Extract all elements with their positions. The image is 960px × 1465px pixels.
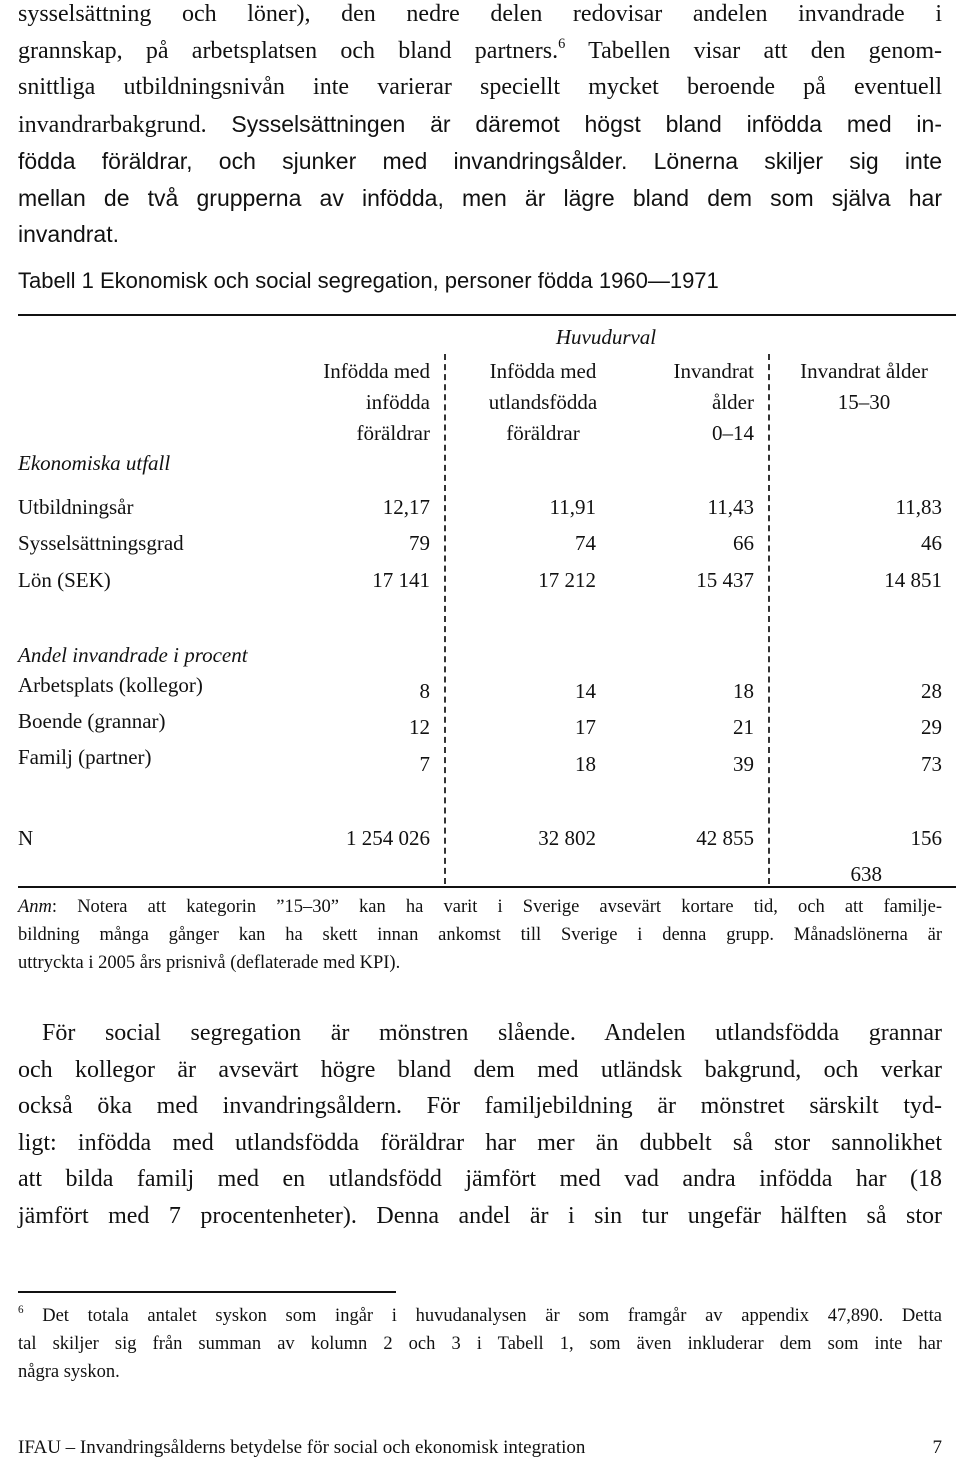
- row-label: Arbetsplats (kollegor): [18, 673, 203, 697]
- column-header: Infödda med infödda föräldrar: [323, 359, 430, 445]
- table-note: [18, 893, 942, 977]
- footnote-rule: [18, 1291, 396, 1293]
- body-line: jämfört med 7 procentenheter). Denna andel är i sin tur ungefär hälften så stor: [18, 1202, 942, 1229]
- column-divider: [444, 354, 446, 884]
- note-line: uttryckta i 2005 års prisnivå (deflaterade med KPI).: [18, 953, 401, 973]
- page-number: 7: [932, 1437, 942, 1458]
- data-table: [18, 314, 956, 892]
- table-cell: 12,17: [382, 495, 430, 519]
- table-cell: 32 802: [538, 826, 596, 850]
- intro-line: invandrarbakgrund. Sysselsättningen är däremot högst bland infödda med in-: [18, 110, 942, 138]
- table-cell: 79: [409, 531, 430, 555]
- row-label: Lön (SEK): [18, 568, 111, 592]
- table-top-rule: [18, 314, 956, 316]
- column-header: Invandrat ålder 0–14: [673, 359, 754, 445]
- column-header: Invandrat ålder 15–30: [800, 359, 928, 414]
- table-cell: 42 855: [696, 826, 754, 850]
- body-line: att bilda familj med en utlandsfödd jämfört med vad andra infödda har (18: [18, 1166, 942, 1192]
- row-label: Utbildningsår: [18, 495, 134, 519]
- intro-paragraph: [18, 0, 942, 253]
- table-cell: 46: [921, 531, 942, 555]
- row-label: Sysselsättningsgrad: [18, 531, 184, 555]
- page-footer-title: IFAU – Invandringsålderns betydelse för social och ekonomisk integration: [18, 1437, 586, 1458]
- footnote-line: några syskon.: [18, 1362, 120, 1382]
- table-cell: 11,91: [549, 495, 596, 519]
- note-line: bildning många gånger kan ha skett innan ankomst till Sverige i denna grupp. Månadslönerna är: [18, 925, 942, 945]
- table-cell: 17 141: [372, 568, 430, 592]
- table-cell: 12: [409, 715, 430, 739]
- footnote-line: tal skiljer sig från summan av kolumn 2 och 3 i Tabell 1, som även inkluderar dem som inte har: [18, 1334, 942, 1354]
- column-header: Infödda med utlandsfödda föräldrar: [488, 359, 598, 445]
- intro-line: födda föräldrar, och sjunker med invandringsålder. Lönerna skiljer sig inte: [18, 148, 942, 174]
- table-cell: 14 851: [884, 568, 942, 592]
- table-cell: 11,43: [707, 495, 754, 519]
- table-cell: 15 437: [696, 568, 754, 592]
- table-cell: 11,83: [895, 495, 942, 519]
- table-cell: 18: [733, 679, 754, 703]
- intro-line: invandrat.: [18, 221, 120, 247]
- body-line: För social segregation är mönstren slående. Andelen utlandsfödda grannar: [18, 1020, 942, 1046]
- intro-line: sysselsättning och löner), den nedre delen redovisar andelen invandrade i: [18, 1, 942, 27]
- table-cell: 14: [575, 679, 596, 703]
- table-cell: 29: [921, 715, 942, 739]
- body-line: och kollegor är avsevärt högre bland dem med utländsk bakgrund, och verkar: [18, 1056, 942, 1083]
- table-cell: 8: [419, 679, 430, 703]
- footnote: [18, 1302, 942, 1386]
- table-cell: 66: [733, 531, 754, 555]
- table-cell: 7: [419, 752, 430, 776]
- table-cell: 39: [733, 752, 754, 776]
- table-cell: 28: [921, 679, 942, 703]
- intro-line: snittliga utbildningsnivån inte varierar speciellt mycket beroende på eventuell: [18, 74, 942, 100]
- body-paragraph: [18, 1015, 942, 1234]
- table-cell: 17: [575, 715, 596, 739]
- table-cell: 638: [850, 862, 882, 886]
- table-cell: 74: [575, 531, 596, 555]
- note-line: Anm: Notera att kategorin ”15–30” kan ha varit i Sverige avsevärt kortare tid, och att familje-: [18, 897, 942, 917]
- row-label: Familj (partner): [18, 745, 152, 769]
- row-label: Boende (grannar): [18, 709, 166, 733]
- body-line: också öka med invandringsåldern. För familjebildning är mönstret särskilt tyd-: [18, 1093, 942, 1119]
- table-caption: Tabell 1 Ekonomisk och social segregation, personer födda 1960—1971: [18, 268, 719, 293]
- body-line: ligt: infödda med utlandsfödda föräldrar har mer än dubbelt så stor sannolikhet: [18, 1129, 942, 1156]
- intro-line: mellan de två grupperna av infödda, men är lägre bland dem som själva har: [18, 184, 942, 211]
- row-header-label: Ekonomiska utfall: [18, 451, 171, 475]
- column-divider: [768, 354, 770, 884]
- table-cell: 73: [921, 752, 942, 776]
- row-label: N: [18, 826, 34, 850]
- table-cell: 18: [575, 752, 596, 776]
- footnote-ref: 6: [558, 35, 566, 52]
- table-cell: 21: [733, 715, 754, 739]
- table-cell: 17 212: [538, 568, 596, 592]
- section-header: Andel invandrade i procent: [18, 643, 248, 667]
- table-cell: 156: [910, 826, 942, 850]
- group-header: Huvudurval: [555, 325, 657, 349]
- intro-line: grannskap, på arbetsplatsen och bland partners.$^6$ Tabellen visar att den genom-: [18, 35, 942, 64]
- footnote-line: $^6$ Det totala antalet syskon som ingår i huvudanalysen är som framgår av appendix 47,890. Detta: [18, 1304, 942, 1326]
- table-cell: 1 254 026: [346, 826, 430, 850]
